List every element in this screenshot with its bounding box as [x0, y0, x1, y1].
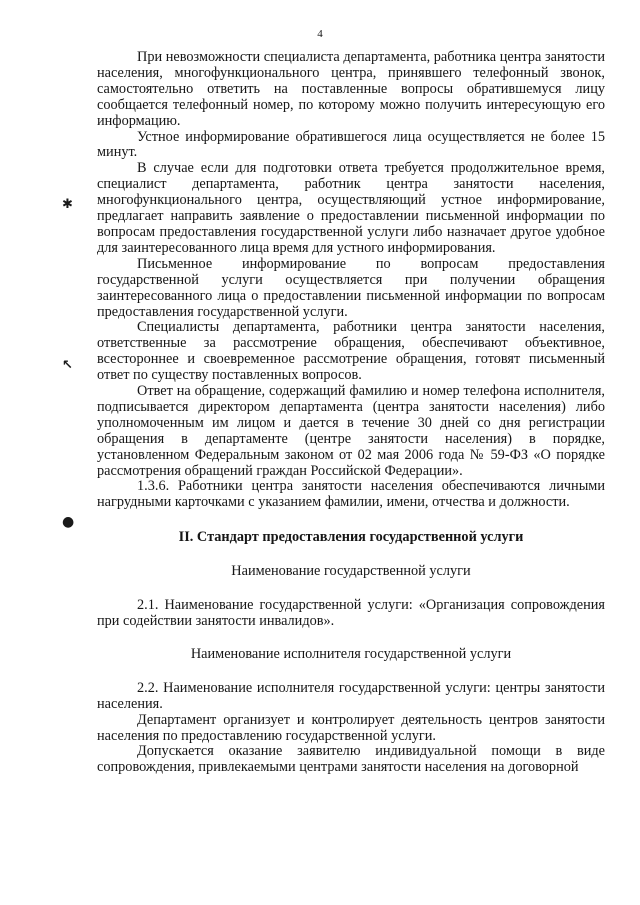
paragraph: 2.2. Наименование исполнителя государственной услуги: центры занятости населения. [97, 679, 605, 712]
paragraph: При невозможности специалиста департамента, работника центра занятости населения, многофункционального центра, принявшего телефонный звонок, самостоятельно ответить на поставленные вопросы обратившемуся лицу сообщается телефонный номер, по которому можно получить интересующую его информацию. [97, 49, 605, 129]
paragraph: В случае если для подготовки ответа требуется продолжительное время, специалист департамента, работник центра занятости населения, многофункционального центра, осуществляющий устное информирование, предлагает направить заявление о предоставлении письменной информации по вопросам предоставления государственной услуги либо назначает другое удобное для заинтересованного лица время для устного информирования. [97, 160, 605, 256]
paragraph: 2.1. Наименование государственной услуги: «Организация сопровождения при содействии занятости инвалидов». [97, 597, 605, 629]
paragraph: Письменное информирование по вопросам предоставления государственной услуги осуществляется при получении обращения заинтересованного лица о предоставлении письменной информации по вопросам предоставления государственной услуги. [97, 255, 605, 320]
margin-mark-icon: ↖ [62, 358, 73, 373]
paragraph: Специалисты департамента, работники центра занятости населения, ответственные за рассмотрение обращения, обеспечивают объективное, всестороннее и своевременное рассмотрение обращения, готовят письменный ответ по существу поставленных вопросов. [97, 319, 605, 384]
margin-mark-icon: ● [62, 514, 75, 530]
paragraph: Департамент организует и контролирует деятельность центров занятости населения по предоставлению государственной услуги. [97, 711, 605, 744]
page-number: 4 [317, 28, 323, 40]
section-title: II. Стандарт предоставления государственной услуги [178, 529, 524, 546]
document-body [97, 50, 605, 776]
paragraph: Ответ на обращение, содержащий фамилию и номер телефона исполнителя, подписывается директором департамента (центра занятости населения) либо уполномоченным им лицом и дается в течение 30 дней со дня регистрации обращения в департаменте (центре занятости населения) в порядке, установленном Федеральным законом от 02 мая 2006 года № 59-ФЗ «О порядке рассмотрения обращений граждан Российской Федерации». [97, 383, 605, 479]
margin-mark-icon: ✱ [62, 197, 73, 212]
paragraph: 1.3.6. Работники центра занятости населения обеспечиваются личными нагрудными карточками с указанием фамилии, имени, отчества и должности. [97, 478, 605, 511]
paragraph: Допускается оказание заявителю индивидуальной помощи в виде сопровождения, привлекаемыми центрами занятости населения на договорной [97, 743, 605, 776]
subsection-title: Наименование исполнителя государственной услуги [190, 645, 512, 662]
subsection-title: Наименование государственной услуги [231, 563, 471, 580]
paragraph: Устное информирование обратившегося лица осуществляется не более 15 минут. [97, 128, 605, 161]
